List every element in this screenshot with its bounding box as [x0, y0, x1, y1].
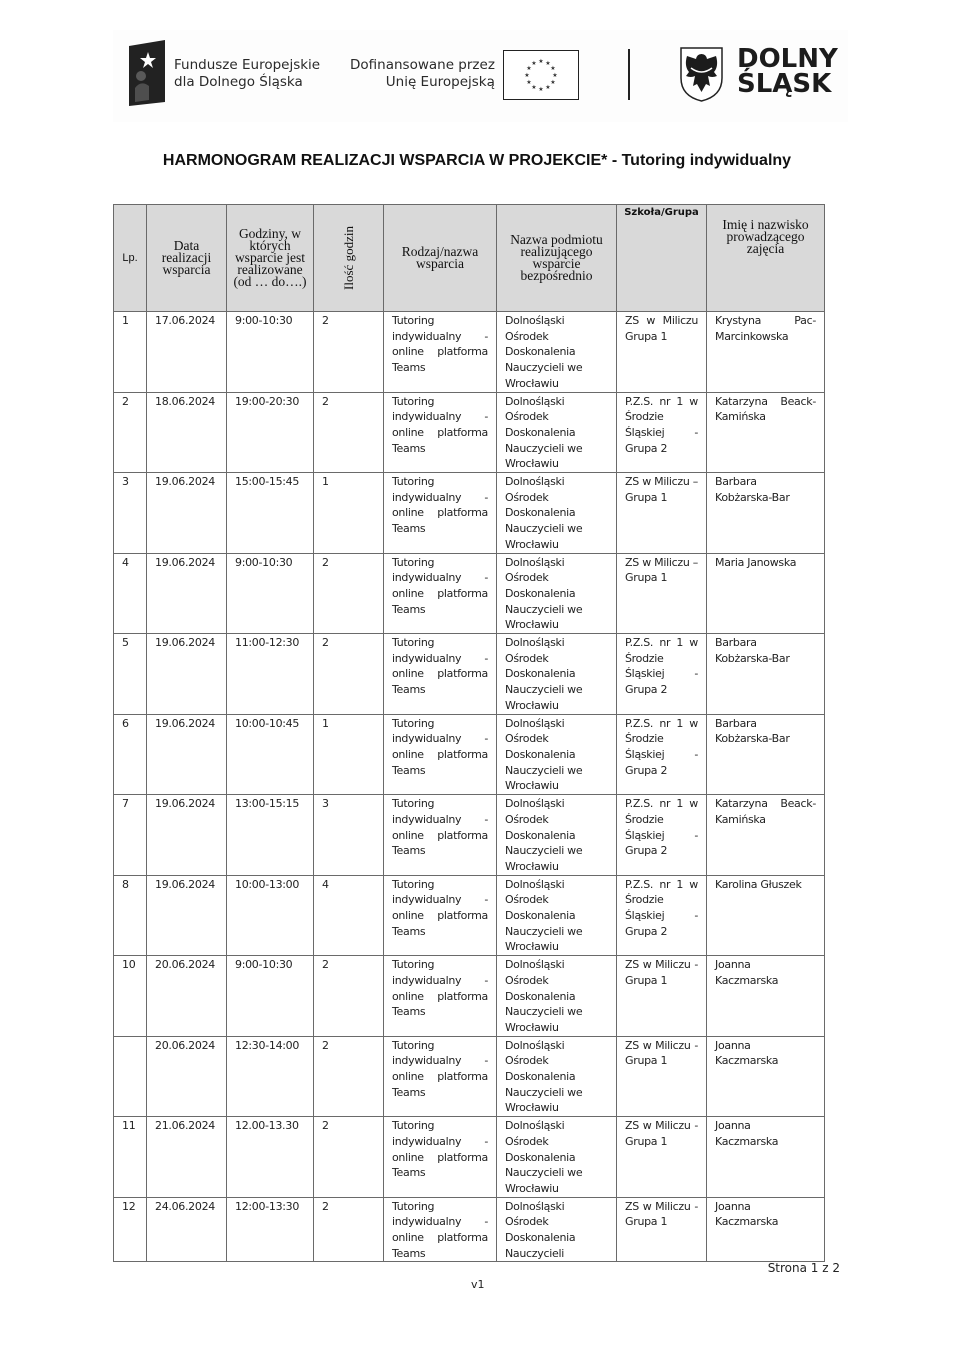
date-cell: 20.06.2024: [147, 1036, 227, 1117]
provider-cell: Dolnośląski Ośrodek Doskonalenia Nauczycieli we Wrocławiu: [497, 1036, 617, 1117]
hour-count-cell: 2: [314, 392, 384, 473]
school-group-cell: P.Z.S. nr 1 w Środzie Śląskiej - Grupa 2: [617, 875, 707, 956]
support-type-cell: Tutoring indywidualny - online platforma Teams: [384, 875, 497, 956]
hour-count-cell: 2: [314, 956, 384, 1037]
region-line2: ŚLĄSK: [737, 69, 832, 99]
support-type-cell: Tutoring indywidualny - online platforma Teams: [384, 553, 497, 634]
date-cell: 17.06.2024: [147, 312, 227, 393]
instructor-cell: Krystyna Pac-Marcinkowska: [707, 312, 825, 393]
school-group-cell: ZS w Miliczu – Grupa 1: [617, 473, 707, 554]
hours-cell: 13:00-15:15: [227, 795, 314, 876]
svg-text:★: ★: [531, 60, 537, 67]
provider-cell: Dolnośląski Ośrodek Doskonalenia Nauczycieli we Wrocławiu: [497, 553, 617, 634]
instructor-cell: Joanna Kaczmarska: [707, 1117, 825, 1198]
table-header-row: [114, 205, 825, 312]
school-group-cell: ZS w Miliczu – Grupa 1: [617, 553, 707, 634]
support-type-cell: Tutoring indywidualny - online platforma Teams: [384, 956, 497, 1037]
svg-text:★: ★: [538, 86, 544, 93]
provider-cell: Dolnośląski Ośrodek Doskonalenia Nauczycieli we Wrocławiu: [497, 392, 617, 473]
instructor-cell: Katarzyna Beack-Kamińska: [707, 795, 825, 876]
date-cell: 19.06.2024: [147, 714, 227, 795]
row-number: 2: [114, 392, 147, 473]
instructor-cell: Karolina Głuszek: [707, 875, 825, 956]
provider-cell: Dolnośląski Ośrodek Doskonalenia Nauczycieli we Wrocławiu: [497, 714, 617, 795]
school-group-cell: ZS w Miliczu - Grupa 1: [617, 1036, 707, 1117]
table-row: [114, 875, 825, 956]
region-line1: DOLNY: [737, 44, 838, 74]
date-cell: 19.06.2024: [147, 634, 227, 715]
eu-flag-icon: [503, 50, 579, 100]
header-instructor: Imię i nazwisko prowadzącego zajęcia: [707, 205, 825, 312]
school-group-cell: ZS w Miliczu - Grupa 1: [617, 1197, 707, 1262]
instructor-cell: Katarzyna Beack-Kamińska: [707, 392, 825, 473]
table-row: [114, 714, 825, 795]
logo-bar: [113, 30, 848, 122]
hours-cell: 10:00-13:00: [227, 875, 314, 956]
school-group-cell: P.Z.S. nr 1 w Środzie Śląskiej - Grupa 2: [617, 392, 707, 473]
table-row: [114, 1117, 825, 1198]
provider-cell: Dolnośląski Ośrodek Doskonalenia Nauczycieli we Wrocławiu: [497, 312, 617, 393]
hour-count-cell: 2: [314, 634, 384, 715]
svg-text:★: ★: [550, 65, 556, 72]
hour-count-cell: 2: [314, 553, 384, 634]
table-row: [114, 634, 825, 715]
row-number: [114, 1036, 147, 1117]
fe-logo-icon: [129, 40, 165, 106]
fe-logo-line2: dla Dolnego Śląska: [174, 74, 303, 90]
instructor-cell: Joanna Kaczmarska: [707, 1036, 825, 1117]
support-type-cell: Tutoring indywidualny - online platforma Teams: [384, 392, 497, 473]
hours-cell: 10:00-10:45: [227, 714, 314, 795]
table-row: [114, 795, 825, 876]
hours-cell: 12.00-13.30: [227, 1117, 314, 1198]
fe-logo-line1: Fundusze Europejskie: [174, 57, 321, 73]
header-date: Data realizacji wsparcia: [147, 205, 227, 312]
school-group-cell: ZS w Miliczu - Grupa 1: [617, 1117, 707, 1198]
table-row: [114, 1197, 825, 1262]
date-cell: 20.06.2024: [147, 956, 227, 1037]
provider-cell: Dolnośląski Ośrodek Doskonalenia Nauczycieli we Wrocławiu: [497, 1117, 617, 1198]
instructor-cell: Joanna Kaczmarska: [707, 1197, 825, 1262]
hour-count-cell: 2: [314, 1036, 384, 1117]
page-number: Strona 1 z 2: [767, 1261, 840, 1275]
support-type-cell: Tutoring indywidualny - online platforma Teams: [384, 1197, 497, 1262]
hours-cell: 9:00-10:30: [227, 956, 314, 1037]
cofinanced-text: [350, 57, 495, 91]
row-number: 6: [114, 714, 147, 795]
header-provider: Nazwa podmiotu realizującego wsparcie bezpośrednio: [497, 205, 617, 312]
school-group-cell: ZS w Miliczu Grupa 1: [617, 312, 707, 393]
date-cell: 19.06.2024: [147, 553, 227, 634]
dolny-slask-text: [737, 44, 838, 99]
table-row: [114, 473, 825, 554]
svg-text:★: ★: [531, 84, 537, 91]
row-number: 8: [114, 875, 147, 956]
school-group-cell: P.Z.S. nr 1 w Środzie Śląskiej - Grupa 2: [617, 634, 707, 715]
table-row: [114, 1036, 825, 1117]
instructor-cell: Barbara Kobżarska-Bar: [707, 714, 825, 795]
instructor-cell: Barbara Kobżarska-Bar: [707, 634, 825, 715]
hours-cell: 9:00-10:30: [227, 312, 314, 393]
school-group-cell: P.Z.S. nr 1 w Środzie Śląskiej - Grupa 2: [617, 795, 707, 876]
row-number: 5: [114, 634, 147, 715]
instructor-cell: Barbara Kobżarska-Bar: [707, 473, 825, 554]
hour-count-cell: 4: [314, 875, 384, 956]
row-number: 10: [114, 956, 147, 1037]
support-type-cell: Tutoring indywidualny - online platforma Teams: [384, 634, 497, 715]
date-cell: 24.06.2024: [147, 1197, 227, 1262]
support-type-cell: Tutoring indywidualny - online platforma Teams: [384, 714, 497, 795]
svg-text:★: ★: [552, 72, 558, 79]
header-support-type: Rodzaj/nazwa wsparcia: [384, 205, 497, 312]
support-type-cell: Tutoring indywidualny - online platforma Teams: [384, 795, 497, 876]
provider-cell: Dolnośląski Ośrodek Doskonalenia Nauczycieli we Wrocławiu: [497, 473, 617, 554]
hours-cell: 15:00-15:45: [227, 473, 314, 554]
header-hour-count-label: Ilość godzin: [340, 226, 356, 290]
date-cell: 19.06.2024: [147, 795, 227, 876]
hours-cell: 9:00-10:30: [227, 553, 314, 634]
hours-cell: 12:30-14:00: [227, 1036, 314, 1117]
row-number: 12: [114, 1197, 147, 1262]
svg-text:★: ★: [545, 60, 551, 67]
hour-count-cell: 1: [314, 714, 384, 795]
cofinanced-line1: Dofinansowane przez: [350, 57, 495, 73]
hour-count-cell: 1: [314, 473, 384, 554]
hour-count-cell: 2: [314, 1117, 384, 1198]
date-cell: 21.06.2024: [147, 1117, 227, 1198]
hours-cell: 19:00-20:30: [227, 392, 314, 473]
hour-count-cell: 2: [314, 312, 384, 393]
instructor-cell: Joanna Kaczmarska: [707, 956, 825, 1037]
table-row: [114, 312, 825, 393]
date-cell: 19.06.2024: [147, 875, 227, 956]
svg-text:★: ★: [545, 84, 551, 91]
dolny-slask-crest-icon: [679, 46, 724, 102]
hour-count-cell: 2: [314, 1197, 384, 1262]
svg-text:★: ★: [524, 72, 530, 79]
row-number: 3: [114, 473, 147, 554]
school-group-cell: ZS w Miliczu - Grupa 1: [617, 956, 707, 1037]
header-lp: Lp.: [114, 205, 147, 312]
fe-logo-text: [174, 57, 320, 91]
svg-text:★: ★: [526, 79, 532, 86]
support-type-cell: Tutoring indywidualny - online platforma Teams: [384, 473, 497, 554]
provider-cell: Dolnośląski Ośrodek Doskonalenia Nauczycieli we Wrocławiu: [497, 795, 617, 876]
table-row: [114, 553, 825, 634]
row-number: 1: [114, 312, 147, 393]
row-number: 4: [114, 553, 147, 634]
support-type-cell: Tutoring indywidualny - online platforma Teams: [384, 312, 497, 393]
svg-text:★: ★: [526, 65, 532, 72]
svg-text:★: ★: [550, 79, 556, 86]
date-cell: 18.06.2024: [147, 392, 227, 473]
table-row: [114, 392, 825, 473]
instructor-cell: Maria Janowska: [707, 553, 825, 634]
provider-cell: Dolnośląski Ośrodek Doskonalenia Nauczycieli we Wrocławiu: [497, 956, 617, 1037]
school-group-cell: P.Z.S. nr 1 w Środzie Śląskiej - Grupa 2: [617, 714, 707, 795]
cofinanced-line2: Unię Europejską: [385, 74, 495, 90]
header-school-group: Szkoła/Grupa: [617, 205, 707, 312]
table-row: [114, 956, 825, 1037]
row-number: 7: [114, 795, 147, 876]
hour-count-cell: 3: [314, 795, 384, 876]
schedule-table: [113, 204, 825, 1262]
version-label: v1: [471, 1278, 485, 1291]
svg-text:★: ★: [538, 58, 544, 65]
row-number: 11: [114, 1117, 147, 1198]
provider-cell: Dolnośląski Ośrodek Doskonalenia Nauczycieli we Wrocławiu: [497, 875, 617, 956]
provider-cell: Dolnośląski Ośrodek Doskonalenia Nauczycieli we Wrocławiu: [497, 634, 617, 715]
hours-cell: 11:00-12:30: [227, 634, 314, 715]
document-title: HARMONOGRAM REALIZACJI WSPARCIA W PROJEKCIE* - Tutoring indywidualny: [162, 152, 792, 169]
header-hours: Godziny, w których wsparcie jest realizowane (od … do….): [227, 205, 314, 312]
date-cell: 19.06.2024: [147, 473, 227, 554]
header-hour-count: [314, 205, 384, 312]
hours-cell: 12:00-13:30: [227, 1197, 314, 1262]
support-type-cell: Tutoring indywidualny - online platforma Teams: [384, 1036, 497, 1117]
provider-cell: Dolnośląski Ośrodek Doskonalenia Nauczycieli: [497, 1197, 617, 1262]
support-type-cell: Tutoring indywidualny - online platforma Teams: [384, 1117, 497, 1198]
logo-divider: [628, 49, 630, 100]
